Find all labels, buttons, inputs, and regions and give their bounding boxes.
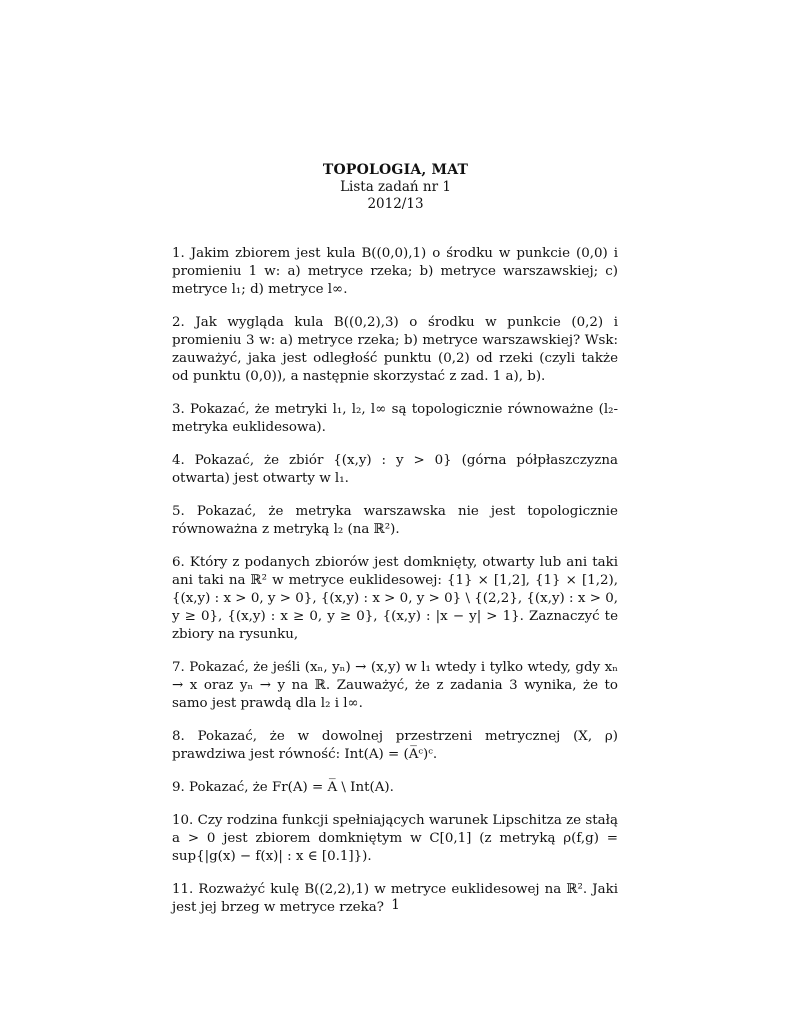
problem-8: 8. Pokazać, że w dowolnej przestrzeni metrycznej (X, ρ) prawdziwa jest równość: Int(A) = (A̅ᶜ)ᶜ.: [172, 729, 618, 762]
document-header: [0, 162, 791, 213]
page-number: 1: [391, 897, 400, 913]
problem-7: 7. Pokazać, że jeśli (xₙ, yₙ) → (x,y) w l₁ wtedy i tylko wtedy, gdy xₙ → x oraz yₙ → y na ℝ. Zauważyć, że z zadania 3 wynika, że to samo jest prawdą dla l₂ i l∞.: [172, 660, 618, 711]
problem-3: 3. Pokazać, że metryki l₁, l₂, l∞ są topologicznie równoważne (l₂- metryka euklidesowa).: [172, 402, 618, 435]
academic-year: 2012/13: [367, 196, 424, 212]
problem-5: 5. Pokazać, że metryka warszawska nie jest topologicznie równoważna z metryką l₂ (na ℝ²).: [172, 504, 618, 537]
problem-9: 9. Pokazać, że Fr(A) = A̅ \ Int(A).: [172, 780, 394, 795]
problem-2: 2. Jak wygląda kula B((0,2),3) o środku w punkcie (0,2) i promieniu 3 w: a) metryce rzeka; b) metryce warszawskiej? Wsk: zauważyć, jaka jest odległość punktu (0,2) od rzeki (czyli także od punktu (0,0)), a następnie skorzystać z zad. 1 a), b).: [172, 315, 618, 384]
problem-10: 10. Czy rodzina funkcji spełniających warunek Lipschitza ze stałą a > 0 jest zbiorem domkniętym w C[0,1] (z metryką ρ(f,g) = sup{|g(x) − f(x)| : x ∈ [0.1]}).: [172, 813, 618, 864]
problem-list: [172, 245, 618, 932]
problem-11: 11. Rozważyć kulę B((2,2),1) w metryce euklidesowej na ℝ². Jaki jest jej brzeg w metryce rzeka?: [172, 882, 618, 915]
problem-4: 4. Pokazać, że zbiór {(x,y) : y > 0} (górna półpłaszczyzna otwarta) jest otwarty w l₁.: [172, 453, 618, 486]
document-title: TOPOLOGIA, MAT: [322, 162, 469, 178]
document-subtitle: Lista zadań nr 1: [340, 179, 451, 195]
problem-1: 1. Jakim zbiorem jest kula B((0,0),1) o środku w punkcie (0,0) i promieniu 1 w: a) metryce rzeka; b) metryce warszawskiej; c) metryce l₁; d) metryce l∞.: [172, 246, 618, 297]
problem-6: 6. Który z podanych zbiorów jest domknięty, otwarty lub ani taki ani taki na ℝ² w metryce euklidesowej: {1} × [1,2], {1} × [1,2), {(x,y) : x > 0, y > 0}, {(x,y) : x > 0, y > 0} \ {(2,2}, {(x,y) : x > 0, y ≥ 0}, {(x,y) : x ≥ 0, y ≥ 0}, {(x,y) : |x − y| > 1}. Zaznaczyć te zbiory na rysunku,: [172, 555, 618, 642]
